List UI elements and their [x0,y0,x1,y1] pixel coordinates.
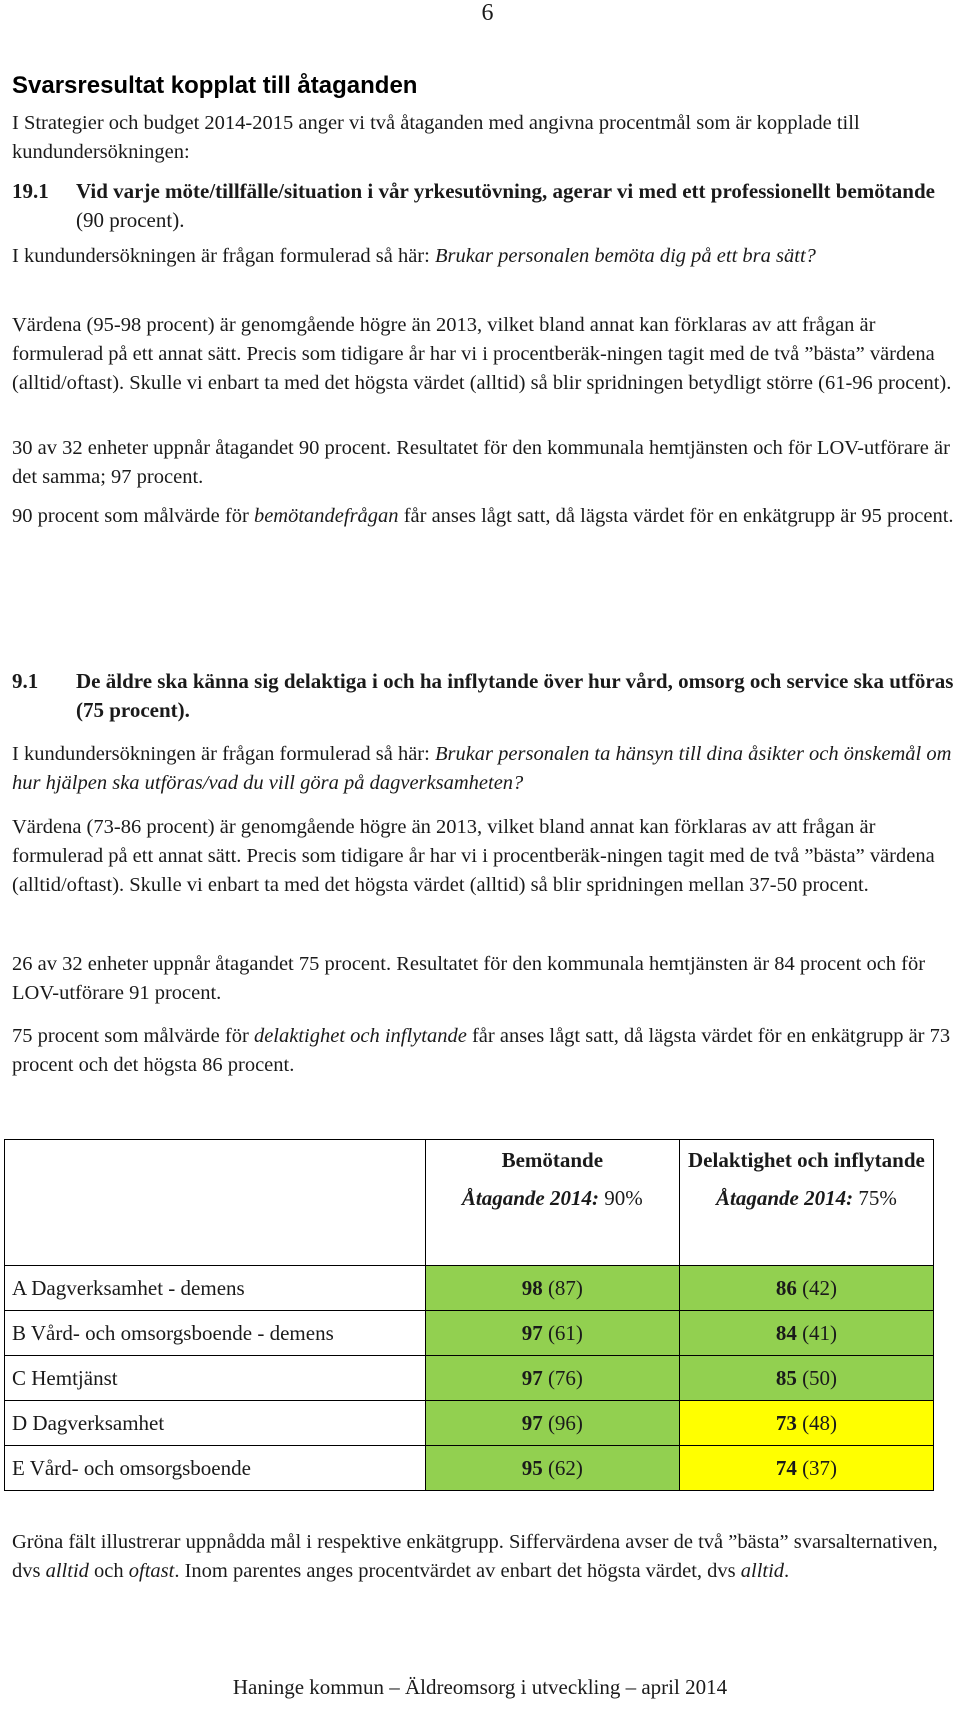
value-top-only: (41) [796,1320,838,1345]
section-number: 19.1 [12,179,49,203]
intro-paragraph: I Strategier och budget 2014-2015 anger vi två åtaganden med angivna procentmål som är kopplade till kundundersökningen: [12,112,860,163]
note-term-alltid: alltid [45,1560,89,1582]
section-title [76,177,956,235]
section-heading-9-1 [12,667,956,725]
page-heading: Svarsresultat kopplat till åtaganden [12,72,418,99]
header-title: Bemötande [501,1148,604,1172]
value-top-only: (96) [542,1410,583,1435]
value-top-only: (50) [796,1365,838,1390]
value-best-two: 95 [521,1455,543,1480]
result-paragraph-2: 26 av 32 enheter uppnår åtagandet 75 procent. Resultatet för den kommunala hemtjänsten är 84 procent och för LOV-utförare 91 procent. [12,953,926,1004]
target-paragraph-1 [12,502,956,531]
value-best-two: 98 [521,1275,543,1300]
value-top-only: (87) [542,1275,583,1300]
goal-value: 75% [853,1186,897,1210]
question-paragraph-1 [12,242,956,271]
header-bemotande [425,1140,679,1266]
value-best-two: 73 [775,1410,797,1435]
header-title: Delaktighet och inflytande [688,1148,925,1172]
value-top-only: (61) [542,1320,583,1345]
row-label: A Dagverksamhet - demens [5,1266,426,1311]
note-text: Gröna fält illustrerar uppnådda mål i respektive enkätgrupp. Siffervärdena avser de två ”bästa” svarsalternativen, dvs [12,1531,938,1582]
question-text: Brukar personalen bemöta dig på ett bra sätt? [434,245,816,267]
value-best-two: 86 [775,1275,797,1300]
cell-delaktighet [679,1311,933,1356]
table-row [5,1311,934,1356]
row-label: E Vård- och omsorgsboende [5,1446,426,1491]
target-text-italic: bemötandefrågan [253,505,399,527]
cell-delaktighet [679,1356,933,1401]
cell-delaktighet [679,1401,933,1446]
page-number: 6 [481,0,494,26]
question-text: Brukar personalen ta hänsyn till dina åsikter och önskemål om hur hjälpen ska utföras/vad du vill göra på dagverksamheten? [12,743,952,794]
section-title-bold: Vid varje möte/tillfälle/situation i vår yrkesutövning, agerar vi med ett professionellt bemötande [76,179,935,203]
table-header-row [5,1140,934,1266]
target-paragraph-2 [12,1022,956,1080]
row-label: D Dagverksamhet [5,1401,426,1446]
cell-delaktighet [679,1266,933,1311]
cell-bemotande [425,1401,679,1446]
goal-label: Åtagande 2014: [461,1186,599,1210]
note-text: och [88,1560,129,1582]
value-top-only: (37) [796,1455,838,1480]
row-label: B Vård- och omsorgsboende - demens [5,1311,426,1356]
table-note [12,1528,956,1586]
note-term-oftast: oftast [128,1560,175,1582]
result-paragraph-1: 30 av 32 enheter uppnår åtagandet 90 procent. Resultatet för den kommunala hemtjänsten och för LOV-utförare är det samma; 97 procent. [12,437,950,488]
table-row [5,1401,934,1446]
cell-bemotande [425,1266,679,1311]
target-text-a: 90 procent som målvärde för [12,505,254,527]
note-text: . Inom parentes anges procentvärdet av enbart det högsta värdet, dvs [174,1560,741,1582]
value-best-two: 97 [521,1410,543,1435]
header-empty-cell [5,1140,426,1266]
goal-label: Åtagande 2014: [716,1186,854,1210]
value-best-two: 74 [775,1455,797,1480]
goal-value: 90% [598,1186,643,1210]
values-paragraph-2: Värdena (73-86 procent) är genomgående högre än 2013, vilket bland annat kan förklaras av att frågan är formulerad på ett annat sätt. Precis som tidigare år har vi i procentberäk-ningen tagit med de två ”bästa” värdena (alltid/oftast). Skulle vi enbart ta med det högsta värdet (alltid) så blir spridningen mellan 37-50 procent. [12,816,935,896]
table-row [5,1446,934,1491]
section-heading-19-1 [12,177,956,235]
header-goal [433,1186,672,1211]
table-row [5,1356,934,1401]
values-paragraph-1: Värdena (95-98 procent) är genomgående högre än 2013, vilket bland annat kan förklaras av att frågan är formulerad på ett annat sätt. Precis som tidigare år har vi i procentberäk-ningen tagit med de två ”bästa” värdena (alltid/oftast). Skulle vi enbart ta med det högsta värdet (alltid) så blir spridningen betydligt större (61-96 procent). [12,314,952,394]
value-top-only: (76) [542,1365,583,1390]
target-text-a: 75 procent som målvärde för [12,1025,254,1047]
target-text-b: får anses lågt satt, då lägsta värdet för en enkätgrupp är 95 procent. [398,505,954,527]
target-text-b: får anses lågt satt, då lägsta värdet för en enkätgrupp är 73 procent och det högsta 86 procent. [12,1025,951,1076]
row-label: C Hemtjänst [5,1356,426,1401]
question-prefix: I kundundersökningen är frågan formulerad så här: [12,245,435,267]
question-paragraph-2 [12,740,956,798]
section-title-target: (90 procent). [76,208,185,232]
cell-bemotande [425,1446,679,1491]
value-top-only: (62) [542,1455,583,1480]
section-number: 9.1 [12,669,39,693]
cell-bemotande [425,1356,679,1401]
value-top-only: (48) [796,1410,838,1435]
question-prefix: I kundundersökningen är frågan formulerad så här: [12,743,435,765]
target-text-italic: delaktighet och inflytande [253,1025,467,1047]
table-row [5,1266,934,1311]
header-goal [687,1186,926,1211]
header-delaktighet [679,1140,933,1266]
results-table [4,1139,934,1491]
value-best-two: 97 [521,1365,543,1390]
note-term-alltid: alltid [740,1560,785,1582]
value-best-two: 84 [775,1320,797,1345]
value-top-only: (42) [796,1275,838,1300]
cell-delaktighet [679,1446,933,1491]
page-footer: Haninge kommun – Äldreomsorg i utveckling – april 2014 [232,1675,728,1699]
value-best-two: 97 [521,1320,543,1345]
value-best-two: 85 [775,1365,797,1390]
cell-bemotande [425,1311,679,1356]
section-title: De äldre ska känna sig delaktiga i och ha inflytande över hur vård, omsorg och service ska utföras (75 procent). [76,669,954,722]
note-text: . [784,1560,790,1582]
